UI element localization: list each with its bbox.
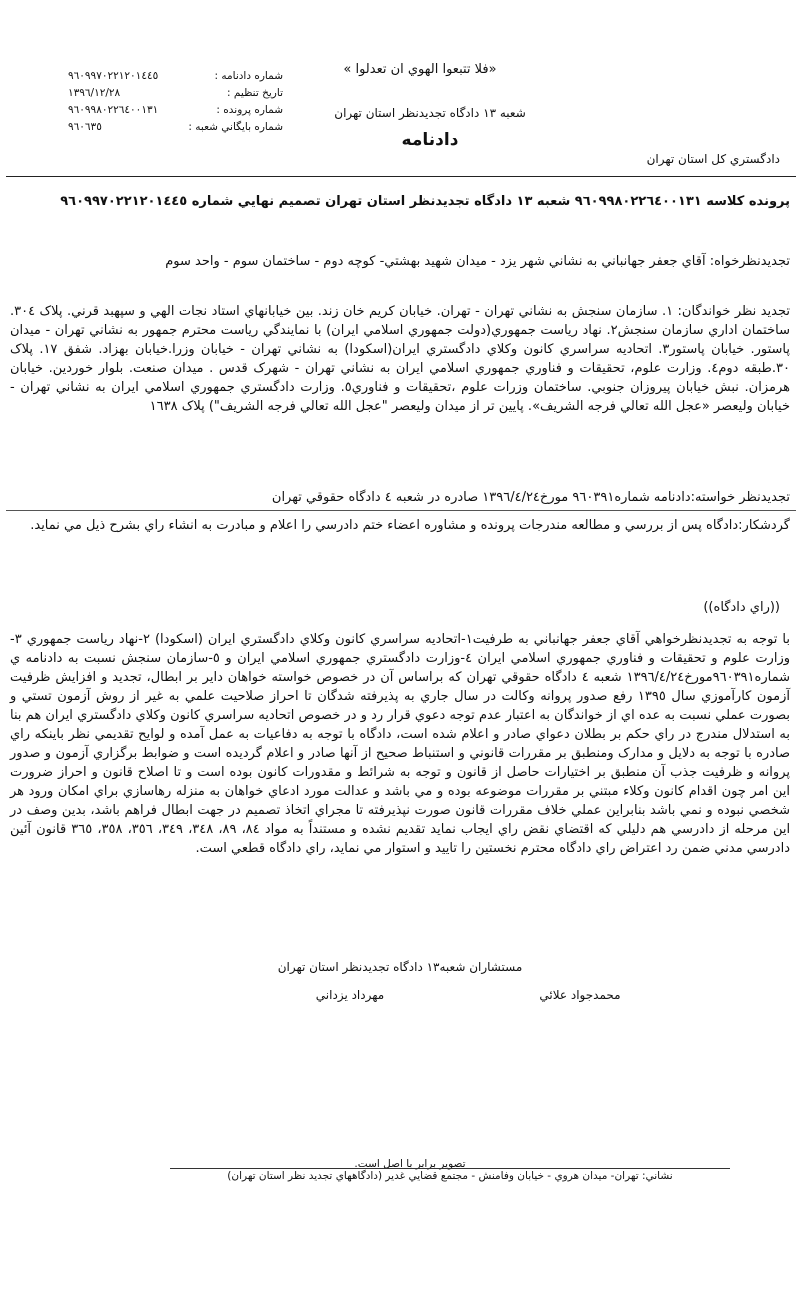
meta-archive-number [68,119,283,136]
meta-issue-date [68,85,283,102]
appealed-ruling-text: تجديدنظر خواسته:دادنامه شماره٩٦٠٣٩١ مورخ١٣٩٦/٤/٢٤ صادره در شعبه ٤ دادگاه حقوقي تهران [271,490,790,505]
judge-signature-2: مهرداد يزداني [315,988,385,1002]
judge-signature-1: محمدجواد علائي [539,988,621,1002]
branch-title: شعبه ١٣ دادگاه تجديدنظر استان تهران [334,106,526,120]
header-divider [6,176,796,177]
meta-value: ١٣٩٦/١٢/٢٨ [68,87,121,99]
footer-divider [170,1168,730,1169]
respondents-text: تجديد نظر خواندگان: ١. سازمان سنجش به نشاني تهران - تهران. خيابان کريم خان زند. بين خيابانهاي استاد نجات الهي و سپهبد قرني. پلاک ٣٠٤. ساختمان اداري سازمان سنجش٢. نهاد رياست جمهوري(دولت جمهوري اسلامي ايران) با نمايندگي رياست محترم جمهور به نشاني تهران - ميدان پاستور. خيابان پاستور٣. اتحاديه سراسري کانون وکلاي دادگستري ايران(اسکودا) به نشاني تهران - خيابان وزرا.خيابان بهزاد. شفق ١٧. پلاک ٣٠.طبقه دوم٤. وزارت علوم، تحقيقات و فناوري جمهوري اسلامي ايران به نشاني تهران - شهرک قدس . ميدان صنعت. بلوار خوردين. خيابان هرمزان. نبش خيابان پيروزان جنوبي. ساختمان وزرات علوم ،تحقيقات و فناوري٥. وزارت دادگستري جمهوري اسلامي ايران به نشاني تهران - خيابان وليعصر «عجل الله تعالي فرجه الشريف». پايين تر از ميدان وليعصر "عجل الله تعالي فرجه الشريف") پلاک ١٦٣٨ [10,304,791,414]
opinion-heading: ((راي دادگاه)) [703,600,780,615]
appellant-text: تجديدنظرخواه: آقاي جعفر جهانباني به نشاني شهر يزد - ميدان شهيد بهشتي- کوچه دوم - ساختمان سوم - واحد سوم [165,254,790,269]
appellant-block [10,252,790,271]
meta-file-number [68,102,283,119]
meta-label: تاريخ تنظيم : [227,87,283,99]
meta-value: ٩٦٠٩٩٧٠٢٢١٢٠١٤٤٥ [68,70,159,82]
meta-label: شماره پرونده : [216,104,283,116]
report-text: گردشکار:دادگاه پس از بررسي و مطالعه مندرجات پرونده و مشاوره اعضاء ختم دادرسي را اعلام و مبادرت به انشاء راي بشرح ذيل مي نمايد. [30,518,790,533]
footer-address: نشاني: تهران- ميدان هروي - خيابان وفامنش - مجتمع قضايي غدير (دادگاههاي تجديد نظر استان تهران) [227,1170,673,1182]
court-general-name: دادگستري کل استان تهران [646,152,780,166]
section-divider [6,510,796,511]
respondents-block [10,302,790,416]
meta-label: شماره دادنامه : [214,70,283,82]
case-metadata [68,68,283,136]
document-title: دادنامه [401,130,459,150]
appealed-ruling-block [10,488,790,507]
meta-label: شماره بايگاني شعبه : [188,121,283,133]
opinion-text: با توجه به تجديدنظرخواهي آقاي جعفر جهانباني به طرفيت١-اتحاديه سراسري کانون وکلاي دادگستري ايران (اسکودا) ٢-نهاد رياست جمهوري ٣-وزارت علوم و تحقيقات و فناوري جمهوري اسلامي ايران ٤-وزارت دادگستري جمهوري اسلامي ايران و ٥-سازمان سنجش نسبت به دادنامه ي شماره٩٦٠٣٩١مورخ١٣٩٦/٤/٢٤ شعبه ٤ دادگاه حقوقي تهران که براساس آن در خصوص خواسته خواهان داير بر ابطال، تجديد و افزايش ظرفيت آزمون کارآموزي سال ١٣٩٥ رفع صدور پروانه وکالت در سال جاري به پذيرفته شدگان تا احراز صلاحيت علمي به غير از روش آزمون تستي و بصورت عملي نسبت به عده اي از خواندگان به اعتبار عدم توجه دعوي قرار رد و در خصوص اتحاديه سراسري کانون وکلاي دادگستري ايران هم بنا به استدلال مندرج در راي حکم بر بطلان دعواي صادر و اعلام شده است، دادگاه با توجه به دفاعيات به عمل آمده و لوايح تقديمي نظر باينکه راي صادره با توجه به دلايل و مدارک ومنطبق بر مقررات قانوني و استنباط صحيح از آنها صادر و اعلام گرديده است و ضوابط برگزاري آزمون و صدور پروانه و ظرفيت جذب آن منطبق بر اختيارات حاصل از قانون و توجه به شرائط و مقدورات کانون بوده است و تا اصلاح قانون و احراز ضرورت اين امر چون اقدام کانون وکلاء مبتني بر مقررات موضوعه بوده و مي باشد و عدالت مورد ادعاي خواهان به منزله رهاسازي براي امکان ورود هر شخصي نبوده و نمي باشد بنابراين عملي خلاف مقررات قانون صورت نپذيرفته تا مجراي اتخاذ تصميم در جهت ابطال فراهم باشد، بدين وصف در اين مرحله از دادرسي هم دليلي که اقتضاي نقض راي ايجاب نمايد تقديم نشده و مستنداً به مواد ٨٤، ٨٩، ٣٤٨، ٣٤٩، ٣٥٦، ٣٥٨، ٣٦٥ قانون آئين دادرسي مدني ضمن رد اعتراض راي دادگاه محترم نخستين را تاييد و استوار مي نمايد، راي دادگاه قطعي است. [10,632,791,856]
meta-value: ٩٦٠٩٩٨٠٢٢٦٤٠٠١٣١ [68,104,159,116]
opinion-block [10,630,790,858]
signatories-heading: مستشاران شعبه١٣ دادگاه تجديدنظر استان تهران [277,960,523,974]
case-file-line [10,192,790,211]
header-verse: «فلا تتبعوا الهوي ان تعدلوا » [343,62,497,77]
meta-ruling-number [68,68,283,85]
report-block [10,516,790,535]
case-file-text: پرونده کلاسه ٩٦٠٩٩٨٠٢٢٦٤٠٠١٣١ شعبه ١٣ دادگاه تجديدنظر استان تهران تصميم نهايي شماره ٩٦٠٩٩٧٠٢٢١٢٠١٤٤٥ [60,194,790,209]
certified-copy-note: تصوير برابر با اصل است. [354,1158,466,1170]
meta-value: ٩٦٠٦٣٥ [68,121,102,133]
